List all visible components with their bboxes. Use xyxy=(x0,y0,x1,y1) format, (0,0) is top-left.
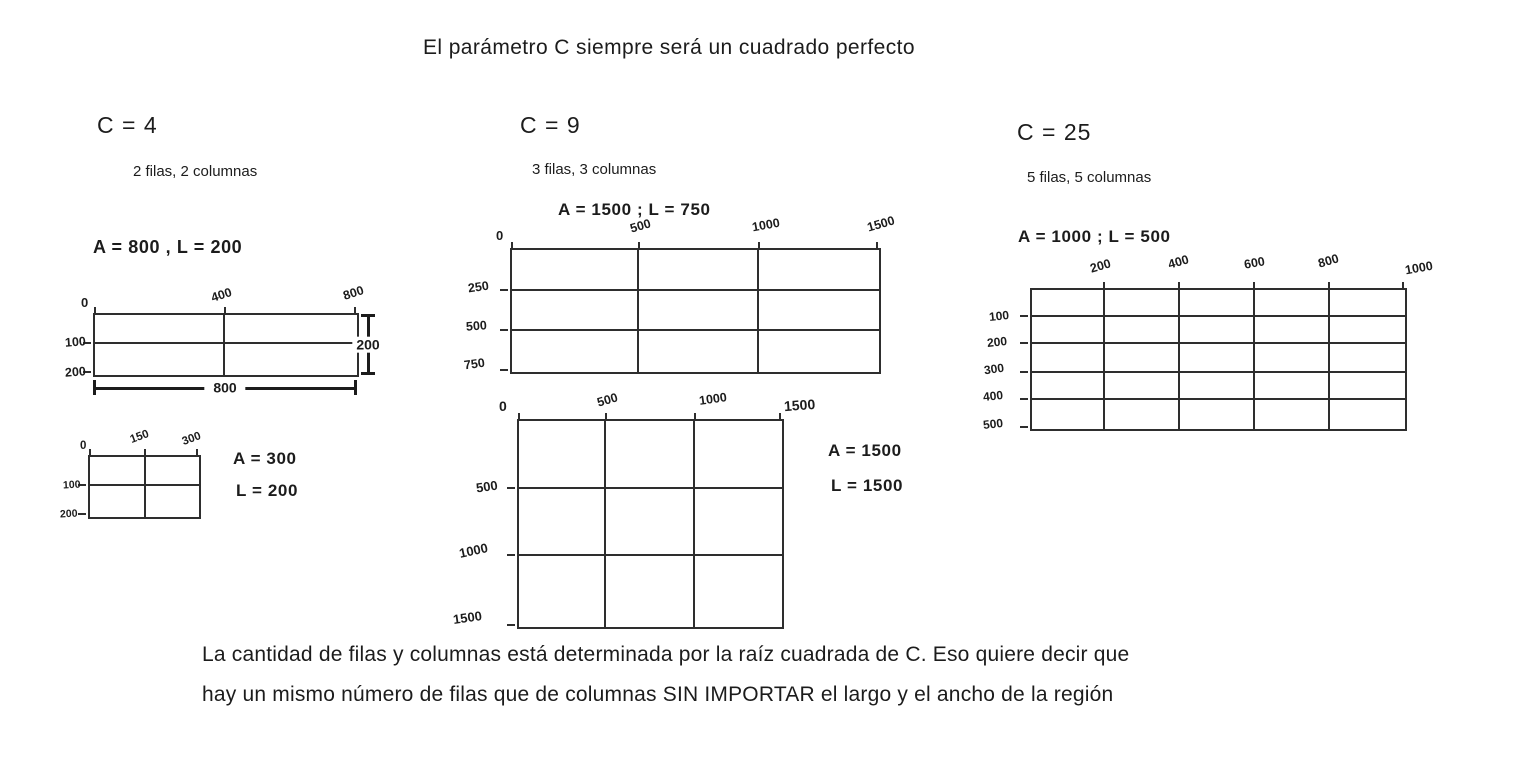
grid-line xyxy=(1031,371,1406,373)
footer-note-line1: La cantidad de filas y columnas está determinada por la raíz cuadrada de C. Eso quiere decir que xyxy=(202,643,1130,666)
x-tick xyxy=(1103,282,1105,289)
x-tick xyxy=(511,242,513,249)
heading-c4: C = 4 xyxy=(97,112,158,138)
y-tick-label: 1000 xyxy=(457,540,490,561)
grid-line xyxy=(637,249,639,373)
grid-line xyxy=(518,554,783,556)
x-tick-label: 800 xyxy=(341,283,366,303)
grid-line xyxy=(144,456,146,518)
grid-c9-square xyxy=(452,390,816,629)
x-tick-label: 600 xyxy=(1242,254,1266,272)
subheading-c4: 2 filas, 2 columnas xyxy=(133,163,258,180)
width-dimension-label: 800 xyxy=(204,380,245,396)
y-tick xyxy=(1020,315,1028,317)
x-tick-label: 500 xyxy=(628,216,653,236)
x-tick-label: 0 xyxy=(81,295,89,310)
grid-c4-large xyxy=(64,283,366,380)
y-tick-label: 500 xyxy=(982,415,1004,433)
grid-line xyxy=(1031,342,1406,344)
x-tick-label: 1000 xyxy=(750,215,781,235)
x-tick xyxy=(779,413,781,420)
grid-line xyxy=(1328,289,1330,430)
x-tick xyxy=(1178,282,1180,289)
width-dimension-c4 xyxy=(93,379,357,397)
y-tick-label: 750 xyxy=(463,355,486,373)
grid-line xyxy=(518,487,783,489)
y-tick xyxy=(78,513,86,515)
x-tick xyxy=(638,242,640,249)
grid-line xyxy=(511,289,880,291)
grid-line xyxy=(89,484,200,486)
x-tick-label: 1500 xyxy=(783,395,816,415)
subheading-c25: 5 filas, 5 columnas xyxy=(1027,169,1152,186)
x-tick xyxy=(354,307,356,314)
y-tick-label: 200 xyxy=(986,333,1008,351)
x-tick-label: 800 xyxy=(1316,251,1341,271)
y-tick-label: 250 xyxy=(467,278,490,296)
params-c4: A = 800 , L = 200 xyxy=(93,237,243,257)
side-label-c4-small: L = 200 xyxy=(236,481,299,500)
y-tick xyxy=(1020,371,1028,373)
x-tick-label: 1500 xyxy=(865,213,897,235)
y-tick-label: 100 xyxy=(62,478,81,492)
x-tick xyxy=(605,413,607,420)
y-tick xyxy=(1020,398,1028,400)
x-tick xyxy=(518,413,520,420)
y-tick xyxy=(507,624,515,626)
x-tick-label: 200 xyxy=(1088,256,1113,276)
subheading-c9: 3 filas, 3 columnas xyxy=(532,161,657,178)
y-tick xyxy=(500,289,508,291)
y-tick-label: 200 xyxy=(64,364,87,380)
grid-line xyxy=(1031,398,1406,400)
params-c25: A = 1000 ; L = 500 xyxy=(1018,227,1171,246)
y-tick-label: 100 xyxy=(988,307,1010,325)
grid-line xyxy=(604,420,606,628)
y-tick xyxy=(507,487,515,489)
grid-c25 xyxy=(982,251,1434,433)
x-tick xyxy=(758,242,760,249)
y-tick-label: 1500 xyxy=(452,608,483,627)
heading-c9: C = 9 xyxy=(520,112,581,138)
x-tick xyxy=(876,242,878,249)
x-tick xyxy=(196,449,198,456)
y-tick xyxy=(500,369,508,371)
x-tick-label: 0 xyxy=(499,398,507,414)
x-tick xyxy=(1328,282,1330,289)
x-tick-label: 0 xyxy=(80,440,87,452)
y-tick xyxy=(507,554,515,556)
x-tick-label: 150 xyxy=(128,428,151,446)
grid-line xyxy=(1103,289,1105,430)
x-tick-label: 300 xyxy=(180,430,203,448)
grid-line xyxy=(693,420,695,628)
x-tick xyxy=(224,307,226,314)
grid-c9-wide xyxy=(463,213,897,374)
grid-line xyxy=(1178,289,1180,430)
side-label-c9-square: L = 1500 xyxy=(831,476,904,495)
x-tick xyxy=(89,449,91,456)
x-tick-label: 500 xyxy=(595,390,620,410)
x-tick xyxy=(1253,282,1255,289)
y-tick xyxy=(1020,342,1028,344)
x-tick-label: 400 xyxy=(1166,252,1191,272)
area-label-c9-square: A = 1500 xyxy=(828,441,902,460)
x-tick-label: 1000 xyxy=(698,390,728,408)
y-tick xyxy=(1020,426,1028,428)
area-label-c4-small: A = 300 xyxy=(233,449,297,468)
x-tick xyxy=(144,449,146,456)
grid-line xyxy=(223,314,225,376)
x-tick-label: 0 xyxy=(496,228,504,243)
x-tick xyxy=(94,307,96,314)
params-c9: A = 1500 ; L = 750 xyxy=(558,200,711,219)
y-tick-label: 500 xyxy=(465,318,488,334)
grid-line xyxy=(94,342,358,344)
footer-note-line2: hay un mismo número de filas que de columnas SIN IMPORTAR el largo y el ancho de la región xyxy=(202,683,1114,706)
grid-line xyxy=(1253,289,1255,430)
y-tick-label: 300 xyxy=(983,360,1005,378)
grid-c4-small xyxy=(59,428,203,521)
y-tick-label: 500 xyxy=(475,477,499,496)
x-tick-label: 400 xyxy=(209,285,234,305)
height-dimension-c4 xyxy=(356,314,380,375)
y-tick-label: 200 xyxy=(59,507,78,521)
page-title: El parámetro C siempre será un cuadrado perfecto xyxy=(423,36,915,59)
x-tick xyxy=(694,413,696,420)
grid-line xyxy=(1031,315,1406,317)
grid-line xyxy=(757,249,759,373)
height-dimension-label: 200 xyxy=(352,336,383,352)
x-tick xyxy=(1402,282,1404,289)
y-tick-label: 100 xyxy=(64,334,87,350)
y-tick xyxy=(500,329,508,331)
grid-line xyxy=(511,329,880,331)
y-tick-label: 400 xyxy=(982,387,1004,405)
x-tick-label: 1000 xyxy=(1403,258,1434,278)
heading-c25: C = 25 xyxy=(1017,119,1092,145)
